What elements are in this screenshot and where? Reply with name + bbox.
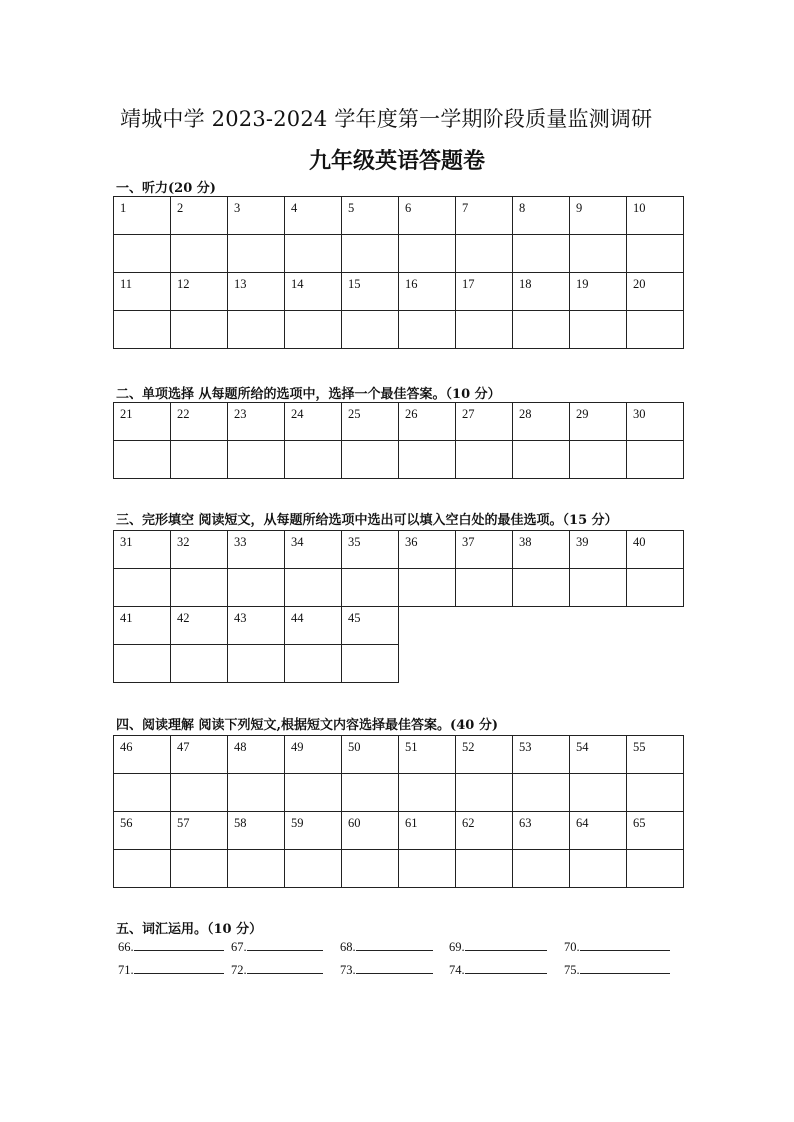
question-number: 34: [291, 535, 304, 549]
answer-cell[interactable]: [627, 311, 684, 349]
question-number: 38: [519, 535, 532, 549]
number-cell: [114, 531, 171, 569]
answer-row: [114, 569, 684, 607]
question-number: 59: [291, 816, 304, 830]
number-cell: [114, 812, 171, 850]
number-cell: [627, 531, 684, 569]
number-cell: [342, 736, 399, 774]
answer-cell[interactable]: [399, 850, 456, 888]
answer-cell[interactable]: [513, 774, 570, 812]
answer-cell[interactable]: [171, 311, 228, 349]
vocab-item: [340, 961, 449, 978]
answer-cell[interactable]: [570, 235, 627, 273]
answer-cell[interactable]: [285, 850, 342, 888]
number-cell: [456, 736, 513, 774]
question-number: 26: [405, 407, 418, 421]
number-cell: [627, 273, 684, 311]
number-cell: [570, 403, 627, 441]
answer-cell[interactable]: [171, 774, 228, 812]
number-cell: [171, 197, 228, 235]
question-number: 20: [633, 277, 646, 291]
number-cell: [627, 197, 684, 235]
vocab-number: 69.: [449, 940, 465, 954]
number-cell: [399, 812, 456, 850]
number-cell: [114, 607, 171, 645]
question-number: 18: [519, 277, 532, 291]
answer-cell[interactable]: [570, 311, 627, 349]
single-choice-answer-grid: [113, 402, 684, 479]
question-number: 50: [348, 740, 361, 754]
number-cell: [285, 197, 342, 235]
answer-cell[interactable]: [228, 311, 285, 349]
question-number: 11: [120, 277, 133, 291]
answer-cell[interactable]: [513, 441, 570, 479]
answer-cell[interactable]: [114, 850, 171, 888]
vocab-item: [118, 961, 231, 978]
answer-cell[interactable]: [456, 311, 513, 349]
number-cell: [513, 736, 570, 774]
answer-cell[interactable]: [228, 569, 285, 607]
answer-cell[interactable]: [114, 311, 171, 349]
number-cell: [627, 736, 684, 774]
number-cell: [570, 273, 627, 311]
answer-cell[interactable]: [114, 235, 171, 273]
question-number: 31: [120, 535, 133, 549]
question-number: 57: [177, 816, 190, 830]
question-number: 43: [234, 611, 247, 625]
number-cell: [342, 273, 399, 311]
answer-blank[interactable]: [465, 961, 547, 974]
question-number: 4: [291, 201, 298, 215]
answer-cell[interactable]: [285, 774, 342, 812]
answer-cell[interactable]: [228, 645, 285, 683]
answer-cell[interactable]: [456, 774, 513, 812]
number-cell: [513, 531, 570, 569]
number-cell: [285, 531, 342, 569]
answer-cell[interactable]: [228, 850, 285, 888]
answer-cell[interactable]: [171, 850, 228, 888]
number-row: [114, 197, 684, 235]
answer-cell[interactable]: [399, 311, 456, 349]
number-row: [114, 736, 684, 774]
number-cell: [285, 273, 342, 311]
question-number: 40: [633, 535, 646, 549]
question-number: 29: [576, 407, 589, 421]
question-number: 27: [462, 407, 475, 421]
question-number: 47: [177, 740, 190, 754]
answer-cell[interactable]: [114, 441, 171, 479]
answer-row: [114, 441, 684, 479]
answer-cell[interactable]: [513, 850, 570, 888]
number-cell: [399, 531, 456, 569]
number-cell: [456, 531, 513, 569]
question-number: 41: [120, 611, 133, 625]
number-cell: [342, 812, 399, 850]
question-number: 3: [234, 201, 241, 215]
reading-answer-grid: [113, 735, 684, 888]
question-number: 61: [405, 816, 418, 830]
answer-blank[interactable]: [247, 961, 323, 974]
question-number: 48: [234, 740, 247, 754]
question-number: 25: [348, 407, 361, 421]
answer-cell[interactable]: [342, 645, 399, 683]
number-cell: [228, 403, 285, 441]
number-cell: [513, 273, 570, 311]
answer-cell[interactable]: [171, 645, 228, 683]
number-cell: [513, 197, 570, 235]
question-number: 32: [177, 535, 190, 549]
section-heading-listening: 一、听力(20 分): [116, 181, 216, 196]
answer-row: [114, 645, 399, 683]
answer-blank[interactable]: [580, 961, 670, 974]
answer-cell[interactable]: [456, 441, 513, 479]
number-cell: [570, 531, 627, 569]
answer-cell[interactable]: [513, 235, 570, 273]
question-number: 14: [291, 277, 304, 291]
number-cell: [228, 736, 285, 774]
answer-row: [114, 774, 684, 812]
answer-cell[interactable]: [114, 774, 171, 812]
answer-cell[interactable]: [171, 569, 228, 607]
vocab-item: [231, 938, 340, 955]
answer-row: [114, 235, 684, 273]
question-number: 12: [177, 277, 190, 291]
question-number: 55: [633, 740, 646, 754]
answer-cell[interactable]: [114, 569, 171, 607]
cloze-answer-grid: [113, 530, 684, 607]
vocab-number: 68.: [340, 940, 356, 954]
answer-cell[interactable]: [228, 774, 285, 812]
answer-cell[interactable]: [342, 235, 399, 273]
vocab-item: [118, 938, 231, 955]
answer-cell[interactable]: [228, 441, 285, 479]
number-cell: [399, 403, 456, 441]
question-number: 53: [519, 740, 532, 754]
number-cell: [342, 607, 399, 645]
question-number: 36: [405, 535, 418, 549]
number-cell: [570, 736, 627, 774]
number-cell: [342, 531, 399, 569]
number-cell: [171, 531, 228, 569]
question-number: 1: [120, 201, 127, 215]
question-number: 46: [120, 740, 133, 754]
answer-cell[interactable]: [114, 645, 171, 683]
answer-blank[interactable]: [580, 938, 670, 951]
number-cell: [171, 403, 228, 441]
vocabulary-line: [118, 961, 670, 978]
answer-cell[interactable]: [456, 235, 513, 273]
answer-cell[interactable]: [627, 569, 684, 607]
answer-cell[interactable]: [627, 850, 684, 888]
answer-blank[interactable]: [134, 938, 224, 951]
number-cell: [513, 403, 570, 441]
answer-cell[interactable]: [570, 774, 627, 812]
question-number: 64: [576, 816, 589, 830]
answer-cell[interactable]: [456, 850, 513, 888]
question-number: 13: [234, 277, 247, 291]
number-cell: [456, 403, 513, 441]
vocab-number: 70.: [564, 940, 580, 954]
cloze-answer-grid-part-2: [113, 606, 399, 683]
vocab-number: 71.: [118, 963, 134, 977]
number-cell: [228, 531, 285, 569]
question-number: 23: [234, 407, 247, 421]
number-cell: [114, 736, 171, 774]
answer-cell[interactable]: [399, 235, 456, 273]
answer-cell[interactable]: [342, 850, 399, 888]
question-number: 45: [348, 611, 361, 625]
number-cell: [456, 273, 513, 311]
answer-cell[interactable]: [513, 311, 570, 349]
number-cell: [285, 403, 342, 441]
number-cell: [285, 736, 342, 774]
question-number: 24: [291, 407, 304, 421]
question-number: 62: [462, 816, 475, 830]
vocab-number: 73.: [340, 963, 356, 977]
question-number: 30: [633, 407, 646, 421]
answer-blank[interactable]: [356, 938, 433, 951]
section-heading-single-choice: 二、单项选择 从每题所给的选项中，选择一个最佳答案。（10 分）: [116, 387, 501, 402]
number-row: [114, 812, 684, 850]
vocab-item: [564, 938, 670, 955]
number-row: [114, 607, 399, 645]
vocab-item: [564, 961, 670, 978]
vocab-item: [231, 961, 340, 978]
question-number: 58: [234, 816, 247, 830]
question-number: 10: [633, 201, 646, 215]
question-number: 33: [234, 535, 247, 549]
vocab-item: [449, 961, 564, 978]
number-row: [114, 403, 684, 441]
answer-cell[interactable]: [399, 774, 456, 812]
question-number: 7: [462, 201, 469, 215]
answer-cell[interactable]: [627, 774, 684, 812]
question-number: 60: [348, 816, 361, 830]
question-number: 16: [405, 277, 418, 291]
question-number: 22: [177, 407, 190, 421]
answer-row: [114, 850, 684, 888]
question-number: 21: [120, 407, 133, 421]
answer-cell[interactable]: [342, 441, 399, 479]
number-cell: [399, 273, 456, 311]
question-number: 19: [576, 277, 589, 291]
question-number: 2: [177, 201, 184, 215]
number-cell: [228, 273, 285, 311]
answer-cell[interactable]: [627, 441, 684, 479]
answer-cell[interactable]: [399, 569, 456, 607]
question-number: 44: [291, 611, 304, 625]
answer-blank[interactable]: [247, 938, 323, 951]
question-number: 5: [348, 201, 355, 215]
number-cell: [114, 403, 171, 441]
number-row: [114, 531, 684, 569]
answer-blank[interactable]: [465, 938, 547, 951]
answer-cell[interactable]: [171, 235, 228, 273]
number-cell: [171, 607, 228, 645]
number-cell: [342, 197, 399, 235]
number-cell: [171, 273, 228, 311]
answer-cell[interactable]: [342, 774, 399, 812]
number-cell: [285, 607, 342, 645]
number-cell: [570, 197, 627, 235]
number-cell: [114, 197, 171, 235]
section-heading-vocabulary: 五、词汇运用。（10 分）: [116, 922, 263, 937]
vocab-item: [340, 938, 449, 955]
number-cell: [114, 273, 171, 311]
answer-cell[interactable]: [285, 645, 342, 683]
vocab-number: 67.: [231, 940, 247, 954]
vocab-number: 66.: [118, 940, 134, 954]
number-row: [114, 273, 684, 311]
answer-cell[interactable]: [570, 569, 627, 607]
number-cell: [456, 197, 513, 235]
answer-cell[interactable]: [456, 569, 513, 607]
answer-cell[interactable]: [285, 441, 342, 479]
vocab-number: 72.: [231, 963, 247, 977]
section-heading-cloze: 三、完形填空 阅读短文，从每题所给选项中选出可以填入空白处的最佳选项。（15 分）: [116, 513, 618, 528]
question-number: 8: [519, 201, 526, 215]
answer-cell[interactable]: [570, 850, 627, 888]
number-cell: [171, 736, 228, 774]
number-cell: [228, 197, 285, 235]
question-number: 28: [519, 407, 532, 421]
answer-cell[interactable]: [171, 441, 228, 479]
number-cell: [285, 812, 342, 850]
answer-cell[interactable]: [285, 311, 342, 349]
section-heading-reading: 四、阅读理解 阅读下列短文,根据短文内容选择最佳答案。(40 分): [116, 718, 498, 733]
question-number: 6: [405, 201, 412, 215]
number-cell: [399, 197, 456, 235]
answer-cell[interactable]: [342, 569, 399, 607]
school-exam-title: 靖城中学 2023-2024 学年度第一学期阶段质量监测调研: [120, 107, 653, 131]
question-number: 49: [291, 740, 304, 754]
answer-cell[interactable]: [285, 235, 342, 273]
answer-sheet-title: 九年级英语答题卷: [308, 148, 485, 174]
question-number: 42: [177, 611, 190, 625]
vocab-number: 75.: [564, 963, 580, 977]
number-cell: [399, 736, 456, 774]
answer-blank[interactable]: [356, 961, 433, 974]
question-number: 9: [576, 201, 583, 215]
answer-cell[interactable]: [513, 569, 570, 607]
number-cell: [570, 812, 627, 850]
answer-cell[interactable]: [627, 235, 684, 273]
answer-cell[interactable]: [399, 441, 456, 479]
question-number: 51: [405, 740, 418, 754]
question-number: 15: [348, 277, 361, 291]
answer-cell[interactable]: [342, 311, 399, 349]
question-number: 39: [576, 535, 589, 549]
number-cell: [228, 607, 285, 645]
vocab-number: 74.: [449, 963, 465, 977]
answer-cell[interactable]: [570, 441, 627, 479]
question-number: 54: [576, 740, 589, 754]
number-cell: [456, 812, 513, 850]
answer-blank[interactable]: [134, 961, 224, 974]
question-number: 56: [120, 816, 133, 830]
number-cell: [627, 812, 684, 850]
question-number: 52: [462, 740, 475, 754]
number-cell: [342, 403, 399, 441]
number-cell: [171, 812, 228, 850]
question-number: 35: [348, 535, 361, 549]
number-cell: [627, 403, 684, 441]
question-number: 17: [462, 277, 475, 291]
vocab-item: [449, 938, 564, 955]
vocabulary-line: [118, 938, 670, 955]
answer-cell[interactable]: [228, 235, 285, 273]
question-number: 63: [519, 816, 532, 830]
answer-row: [114, 311, 684, 349]
listening-answer-grid: [113, 196, 684, 349]
answer-cell[interactable]: [285, 569, 342, 607]
number-cell: [228, 812, 285, 850]
question-number: 37: [462, 535, 475, 549]
question-number: 65: [633, 816, 646, 830]
number-cell: [513, 812, 570, 850]
